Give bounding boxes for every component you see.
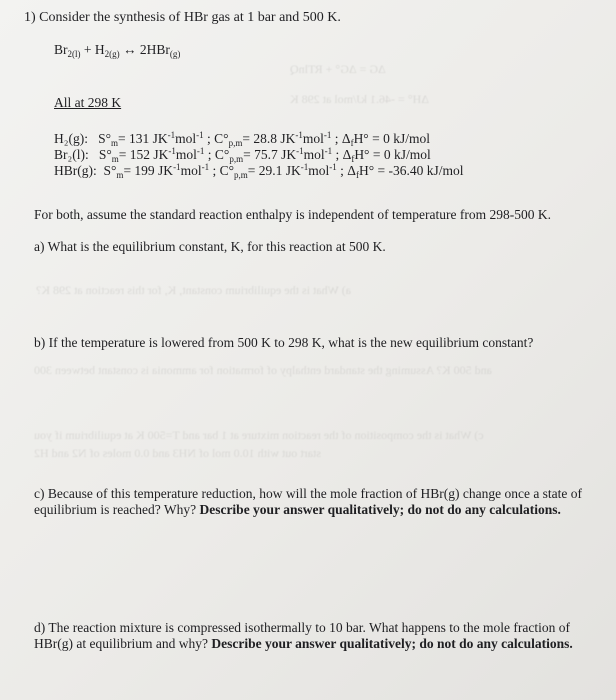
property-row-h2: H₂(g): $S^\circ_m= 131$ $JK^{-1}mol^{-1}$ ; $C^\circ_{p,m}= 28.8$ $JK^{-1}mol^{-1}$ ; $\Delta_fH^\circ = 0$ kJ/mol (54, 130, 430, 148)
question-intro: 1) Consider the synthesis of HBr gas at 1 bar and 500 K. (24, 10, 341, 25)
part-c-instruction: Describe your answer qualitatively; do not do any calculations. (199, 502, 561, 517)
property-row-hbr: HBr(g): $S^\circ_m= 199$ $JK^{-1}mol^{-1}$ ; $C^\circ_{p,m}= 29.1$ $JK^{-1}mol^{-1}$ ; $\Delta_fH^\circ = -36.40$ kJ/mol (54, 162, 464, 180)
conditions-heading: All at 298 K (54, 95, 122, 110)
bleed-through-text: c) What is the composition of the reaction mixture at 1 bar and T=500 K at equilibrium if you (34, 428, 484, 442)
part-b-question: b) If the temperature is lowered from 500 K to 298 K, what is the new equilibrium constant? (34, 335, 534, 350)
bleed-through-text: a) What is the equilibrium constant, K, for this reaction at 298 K? (36, 283, 352, 297)
bleed-through-text: ΔH° = -46.1 kJ/mol at 298 K (290, 92, 429, 106)
bleed-through-text: ΔG = ΔG° + RTlnQ (290, 62, 386, 76)
reaction-equation: $Br_{2(l)} + H_{2(g)}$ ↔ 2HBr$_{(g)}$ (54, 42, 181, 59)
bleed-through-text: start out with 10.0 mol of NH3 and 0.0 moles of N2 and H2 (34, 446, 321, 460)
part-a-question: a) What is the equilibrium constant, K, for this reaction at 500 K. (34, 239, 386, 254)
part-d-question: d) The reaction mixture is compressed isothermally to 10 bar. What happens to the mole fraction of HBr(g) at equilibrium and why? Describe your answer qualitatively; do not do any calculations. (34, 620, 573, 651)
part-d-instruction: Describe your answer qualitatively; do not do any calculations. (211, 636, 573, 651)
property-row-br2: Br₂(l): $S^\circ_m= 152$ $JK^{-1}mol^{-1}$ ; $C^\circ_{p,m}= 75.7$ $JK^{-1}mol^{-1}$ ; $\Delta_fH^\circ = 0$ kJ/mol (54, 146, 431, 164)
part-c-question: c) Because of this temperature reduction, how will the mole fraction of HBr(g) change once a state of equilibrium is reached? Why? Describe your answer qualitatively; do not do any calculations. (34, 486, 583, 517)
bleed-through-text: and 500 K? Assuming the standard enthalpy of formation for ammonia is constant between 300 (34, 363, 492, 377)
assumption-text: For both, assume the standard reaction enthalpy is independent of temperature from 298-500 K. (34, 207, 551, 222)
